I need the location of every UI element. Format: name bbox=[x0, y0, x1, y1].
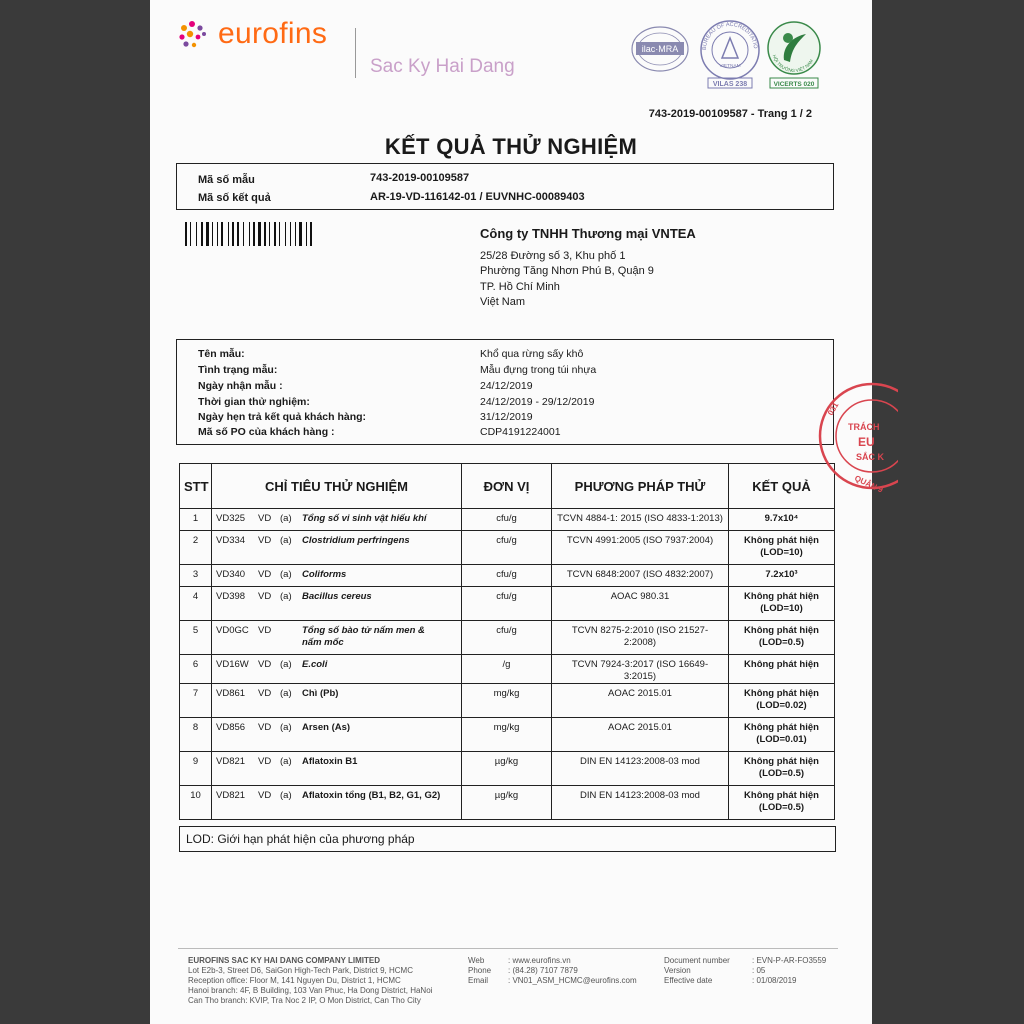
lab-name: Sac Ky Hai Dang bbox=[370, 56, 515, 77]
lod-note: LOD: Giới hạn phát hiện của phương pháp bbox=[186, 832, 415, 846]
row-result-main: Không phát hiện bbox=[744, 535, 819, 546]
svg-text:EU: EU bbox=[858, 435, 875, 449]
col-header-stt: STT bbox=[180, 464, 212, 509]
row-test-cell bbox=[212, 655, 462, 684]
row-method: TCVN 8275-2:2010 (ISO 21527-2:2008) bbox=[552, 621, 729, 655]
row-test-vd: VD bbox=[258, 722, 272, 733]
table-row bbox=[180, 587, 835, 621]
doc-date-value: : 01/08/2019 bbox=[752, 976, 797, 985]
col-header-method: PHƯƠNG PHÁP THỬ bbox=[552, 464, 729, 509]
footer-address-line: Reception office: Floor M, 141 Nguyen Du, District 1, HCMC bbox=[188, 976, 401, 985]
table-row bbox=[180, 655, 835, 684]
row-test-flag: (a) bbox=[280, 513, 292, 524]
table-header-row bbox=[180, 464, 835, 509]
result-code-value: AR-19-VD-116142-01 / EUVNHC-00089403 bbox=[370, 191, 585, 203]
row-test-vd: VD bbox=[258, 756, 272, 767]
results-table bbox=[179, 463, 835, 820]
row-result bbox=[729, 587, 835, 621]
row-test-code: VD398 bbox=[216, 591, 246, 602]
row-method: DIN EN 14123:2008-03 mod bbox=[552, 752, 729, 786]
row-result-lod: (LOD=10) bbox=[760, 547, 803, 558]
sample-name-value: Khổ qua rừng sấy khô bbox=[480, 348, 584, 360]
row-result-lod: (LOD=10) bbox=[760, 603, 803, 614]
boa-ring-text: BUREAU OF ACCREDITATIO bbox=[701, 21, 759, 51]
received-date-value: 24/12/2019 bbox=[480, 380, 533, 392]
row-stt: 10 bbox=[180, 786, 212, 820]
row-test-name: Tổng số bào tử nấm men & nấm mốc bbox=[302, 625, 425, 648]
svg-text:SẮC K: SẮC K bbox=[856, 452, 885, 462]
row-stt: 2 bbox=[180, 531, 212, 565]
row-test-cell bbox=[212, 684, 462, 718]
row-result bbox=[729, 621, 835, 655]
doc-number-label: Document number bbox=[664, 956, 730, 965]
table-row bbox=[180, 565, 835, 587]
row-test-flag: (a) bbox=[280, 569, 292, 580]
po-number-label: Mã số PO của khách hàng : bbox=[198, 426, 335, 438]
table-row bbox=[180, 509, 835, 531]
row-test-vd: VD bbox=[258, 569, 272, 580]
client-address-line: Phường Tăng Nhơn Phú B, Quận 9 bbox=[480, 265, 654, 277]
row-unit: cfu/g bbox=[462, 531, 552, 565]
row-test-cell bbox=[212, 565, 462, 587]
row-result-lod: (LOD=0.5) bbox=[758, 768, 805, 779]
row-unit: cfu/g bbox=[462, 565, 552, 587]
row-test-name: Aflatoxin tổng (B1, B2, G1, G2) bbox=[302, 790, 441, 801]
footer-address-line: Lot E2b-3, Street D6, SaiGon High-Tech Park, District 9, HCMC bbox=[188, 966, 413, 975]
row-test-vd: VD bbox=[258, 625, 272, 636]
row-test-flag: (a) bbox=[280, 790, 292, 801]
result-code-label: Mã số kết quả bbox=[198, 192, 271, 204]
row-test-name: Bacillus cereus bbox=[302, 591, 372, 602]
svg-text:QUẬN 9: QUẬN 9 bbox=[853, 473, 885, 495]
row-test-flag: (a) bbox=[280, 535, 292, 546]
doc-number-value: : EVN-P-AR-FO3559 bbox=[752, 956, 827, 965]
row-test-name: Chì (Pb) bbox=[302, 688, 339, 699]
row-test-cell bbox=[212, 509, 462, 531]
row-stt: 6 bbox=[180, 655, 212, 684]
row-result-lod: (LOD=0.5) bbox=[758, 802, 805, 813]
row-test-code: VD856 bbox=[216, 722, 246, 733]
row-result-main: Không phát hiện bbox=[744, 688, 819, 699]
row-test-name: Tổng số vi sinh vật hiếu khí bbox=[302, 513, 427, 524]
row-result-main: 7.2x10³ bbox=[765, 569, 798, 580]
footer-email-label: Email bbox=[468, 976, 489, 985]
row-result-lod: (LOD=0.5) bbox=[758, 637, 805, 648]
svg-text:031: 031 bbox=[825, 400, 841, 417]
col-header-result: KẾT QUẢ bbox=[729, 464, 835, 509]
vilas-label: VILAS 238 bbox=[712, 81, 748, 88]
row-test-cell bbox=[212, 531, 462, 565]
row-test-name: E.coli bbox=[302, 659, 328, 670]
boa-country: VIETNAM bbox=[719, 64, 741, 69]
footer-doc-values bbox=[752, 956, 826, 986]
client-address-line: 25/28 Đường số 3, Khu phố 1 bbox=[480, 250, 626, 262]
row-method: TCVN 4991:2005 (ISO 7937:2004) bbox=[552, 531, 729, 565]
row-result bbox=[729, 752, 835, 786]
ilac-mra-label: ilac·MRA bbox=[641, 44, 679, 54]
row-test-flag: (a) bbox=[280, 756, 292, 767]
vicerts-ring-text: HỘI TRƯỜNG VIỆT NAM bbox=[771, 54, 815, 74]
row-result-lod: (LOD=0.02) bbox=[756, 700, 807, 711]
row-test-name: Coliforms bbox=[302, 569, 347, 580]
footer-address-line: Hanoi branch: 4F, B Building, 103 Van Phuc, Ha Dong District, HaNoi bbox=[188, 986, 433, 995]
row-test-vd: VD bbox=[258, 535, 272, 546]
doc-version-label: Version bbox=[664, 966, 691, 975]
footer-email-link[interactable]: : VN01_ASM_HCMC@eurofins.com bbox=[508, 976, 637, 985]
row-test-flag: (a) bbox=[280, 688, 292, 699]
sample-condition-label: Tình trạng mẫu: bbox=[198, 364, 278, 376]
row-stt: 1 bbox=[180, 509, 212, 531]
row-unit: /g bbox=[462, 655, 552, 684]
sample-code-label: Mã số mẫu bbox=[198, 174, 255, 186]
sample-name-label: Tên mẫu: bbox=[198, 348, 245, 360]
row-result bbox=[729, 565, 835, 587]
row-test-name: Clostridium perfringens bbox=[302, 535, 410, 546]
row-result bbox=[729, 684, 835, 718]
row-unit: cfu/g bbox=[462, 509, 552, 531]
row-unit: µg/kg bbox=[462, 786, 552, 820]
row-result-main: Không phát hiện bbox=[744, 722, 819, 733]
report-page-number: 743-2019-00109587 - Trang 1 / 2 bbox=[648, 108, 812, 120]
row-result bbox=[729, 786, 835, 820]
row-stt: 5 bbox=[180, 621, 212, 655]
row-unit: mg/kg bbox=[462, 718, 552, 752]
due-date-label: Ngày hẹn trả kết quả khách hàng: bbox=[198, 411, 367, 423]
footer-contact-values bbox=[508, 956, 637, 986]
row-test-cell bbox=[212, 786, 462, 820]
table-row bbox=[180, 752, 835, 786]
row-test-name: Aflatoxin B1 bbox=[302, 756, 358, 767]
received-date-label: Ngày nhận mẫu : bbox=[198, 380, 283, 392]
row-unit: µg/kg bbox=[462, 752, 552, 786]
row-result-main: Không phát hiện bbox=[744, 790, 819, 801]
row-method: TCVN 4884-1: 2015 (ISO 4833-1:2013) bbox=[552, 509, 729, 531]
col-header-test: CHỈ TIÊU THỬ NGHIỆM bbox=[212, 464, 462, 509]
footer-phone-label: Phone bbox=[468, 966, 492, 975]
footer-web-label: Web bbox=[468, 956, 485, 965]
doc-version-value: : 05 bbox=[752, 966, 766, 975]
row-test-code: VD340 bbox=[216, 569, 246, 580]
footer-contact-labels bbox=[468, 956, 491, 986]
footer-phone-value: : (84.28) 7107 7879 bbox=[508, 966, 578, 975]
client-address-line: Việt Nam bbox=[480, 296, 526, 308]
row-test-flag: (a) bbox=[280, 591, 292, 602]
row-method: AOAC 2015.01 bbox=[552, 718, 729, 752]
row-method: DIN EN 14123:2008-03 mod bbox=[552, 786, 729, 820]
row-method: TCVN 6848:2007 (ISO 4832:2007) bbox=[552, 565, 729, 587]
row-stt: 7 bbox=[180, 684, 212, 718]
company-seal-stamp bbox=[818, 376, 898, 496]
row-result bbox=[729, 718, 835, 752]
row-stt: 9 bbox=[180, 752, 212, 786]
due-date-value: 31/12/2019 bbox=[480, 411, 533, 423]
row-stt: 3 bbox=[180, 565, 212, 587]
row-test-cell bbox=[212, 752, 462, 786]
eurofins-logo-text: eurofins bbox=[218, 17, 328, 50]
row-test-vd: VD bbox=[258, 659, 272, 670]
row-test-vd: VD bbox=[258, 591, 272, 602]
row-method: AOAC 2015.01 bbox=[552, 684, 729, 718]
test-period-label: Thời gian thử nghiệm: bbox=[198, 396, 310, 408]
row-test-vd: VD bbox=[258, 688, 272, 699]
footer-company-name: EUROFINS SAC KY HAI DANG COMPANY LIMITED bbox=[188, 956, 381, 965]
row-test-cell bbox=[212, 718, 462, 752]
row-result-main: Không phát hiện bbox=[744, 756, 819, 767]
row-result-main: 9.7x10⁴ bbox=[764, 513, 799, 524]
row-result-lod: (LOD=0.01) bbox=[756, 734, 807, 745]
row-result-main: Không phát hiện bbox=[744, 591, 819, 602]
table-row bbox=[180, 684, 835, 718]
row-test-vd: VD bbox=[258, 790, 272, 801]
client-address-line: TP. Hồ Chí Minh bbox=[480, 281, 560, 293]
footer-company-block bbox=[188, 956, 432, 1006]
col-header-unit: ĐƠN VỊ bbox=[462, 464, 552, 509]
vicerts-label: VICERTS 020 bbox=[773, 81, 815, 88]
row-test-code: VD821 bbox=[216, 790, 246, 801]
vicerts-logo bbox=[764, 18, 824, 90]
row-test-code: VD325 bbox=[216, 513, 246, 524]
row-test-flag: (a) bbox=[280, 722, 292, 733]
row-test-vd: VD bbox=[258, 513, 272, 524]
row-result-main: Không phát hiện bbox=[744, 659, 819, 670]
row-result bbox=[729, 509, 835, 531]
row-test-code: VD861 bbox=[216, 688, 246, 699]
row-stt: 4 bbox=[180, 587, 212, 621]
footer-address-line: Can Tho branch: KVIP, Tra Noc 2 IP, O Mon District, Can Tho City bbox=[188, 996, 421, 1005]
row-result-main: Không phát hiện bbox=[744, 625, 819, 636]
row-test-name: Arsen (As) bbox=[302, 722, 351, 733]
footer-doc-labels bbox=[664, 956, 730, 986]
row-method: TCVN 7924-3:2017 (ISO 16649-3:2015) bbox=[552, 655, 729, 684]
row-test-code: VD334 bbox=[216, 535, 246, 546]
row-test-cell bbox=[212, 587, 462, 621]
table-row bbox=[180, 531, 835, 565]
row-test-flag: (a) bbox=[280, 659, 292, 670]
row-unit: cfu/g bbox=[462, 587, 552, 621]
row-unit: cfu/g bbox=[462, 621, 552, 655]
doc-date-label: Effective date bbox=[664, 976, 713, 985]
svg-text:BUREAU OF ACCREDITATION bbox=[698, 18, 758, 50]
footer-web-link[interactable]: : www.eurofins.vn bbox=[508, 956, 571, 965]
barcode-icon bbox=[185, 222, 345, 246]
sample-condition-value: Mẫu đựng trong túi nhựa bbox=[480, 364, 597, 376]
row-unit: mg/kg bbox=[462, 684, 552, 718]
po-number-value: CDP4191224001 bbox=[480, 426, 561, 438]
table-row bbox=[180, 621, 835, 655]
footer-divider bbox=[178, 948, 838, 949]
table-row bbox=[180, 786, 835, 820]
row-method: AOAC 980.31 bbox=[552, 587, 729, 621]
row-test-code: VD821 bbox=[216, 756, 246, 767]
row-test-code: VD16W bbox=[216, 659, 249, 670]
row-result bbox=[729, 531, 835, 565]
row-test-cell bbox=[212, 621, 462, 655]
ilac-mra-logo bbox=[630, 24, 690, 74]
row-result bbox=[729, 655, 835, 684]
page-title: KẾT QUẢ THỬ NGHIỆM bbox=[384, 134, 638, 159]
sample-code-value: 743-2019-00109587 bbox=[370, 172, 470, 184]
svg-text:TRÁCH: TRÁCH bbox=[848, 422, 880, 432]
client-name: Công ty TNHH Thương mại VNTEA bbox=[480, 226, 696, 241]
eurofins-logo-icon bbox=[178, 20, 214, 56]
test-period-value: 24/12/2019 - 29/12/2019 bbox=[480, 396, 595, 408]
boa-logo bbox=[698, 18, 762, 90]
logo-separator bbox=[355, 28, 356, 78]
row-test-code: VD0GC bbox=[216, 625, 249, 636]
row-stt: 8 bbox=[180, 718, 212, 752]
table-row bbox=[180, 718, 835, 752]
